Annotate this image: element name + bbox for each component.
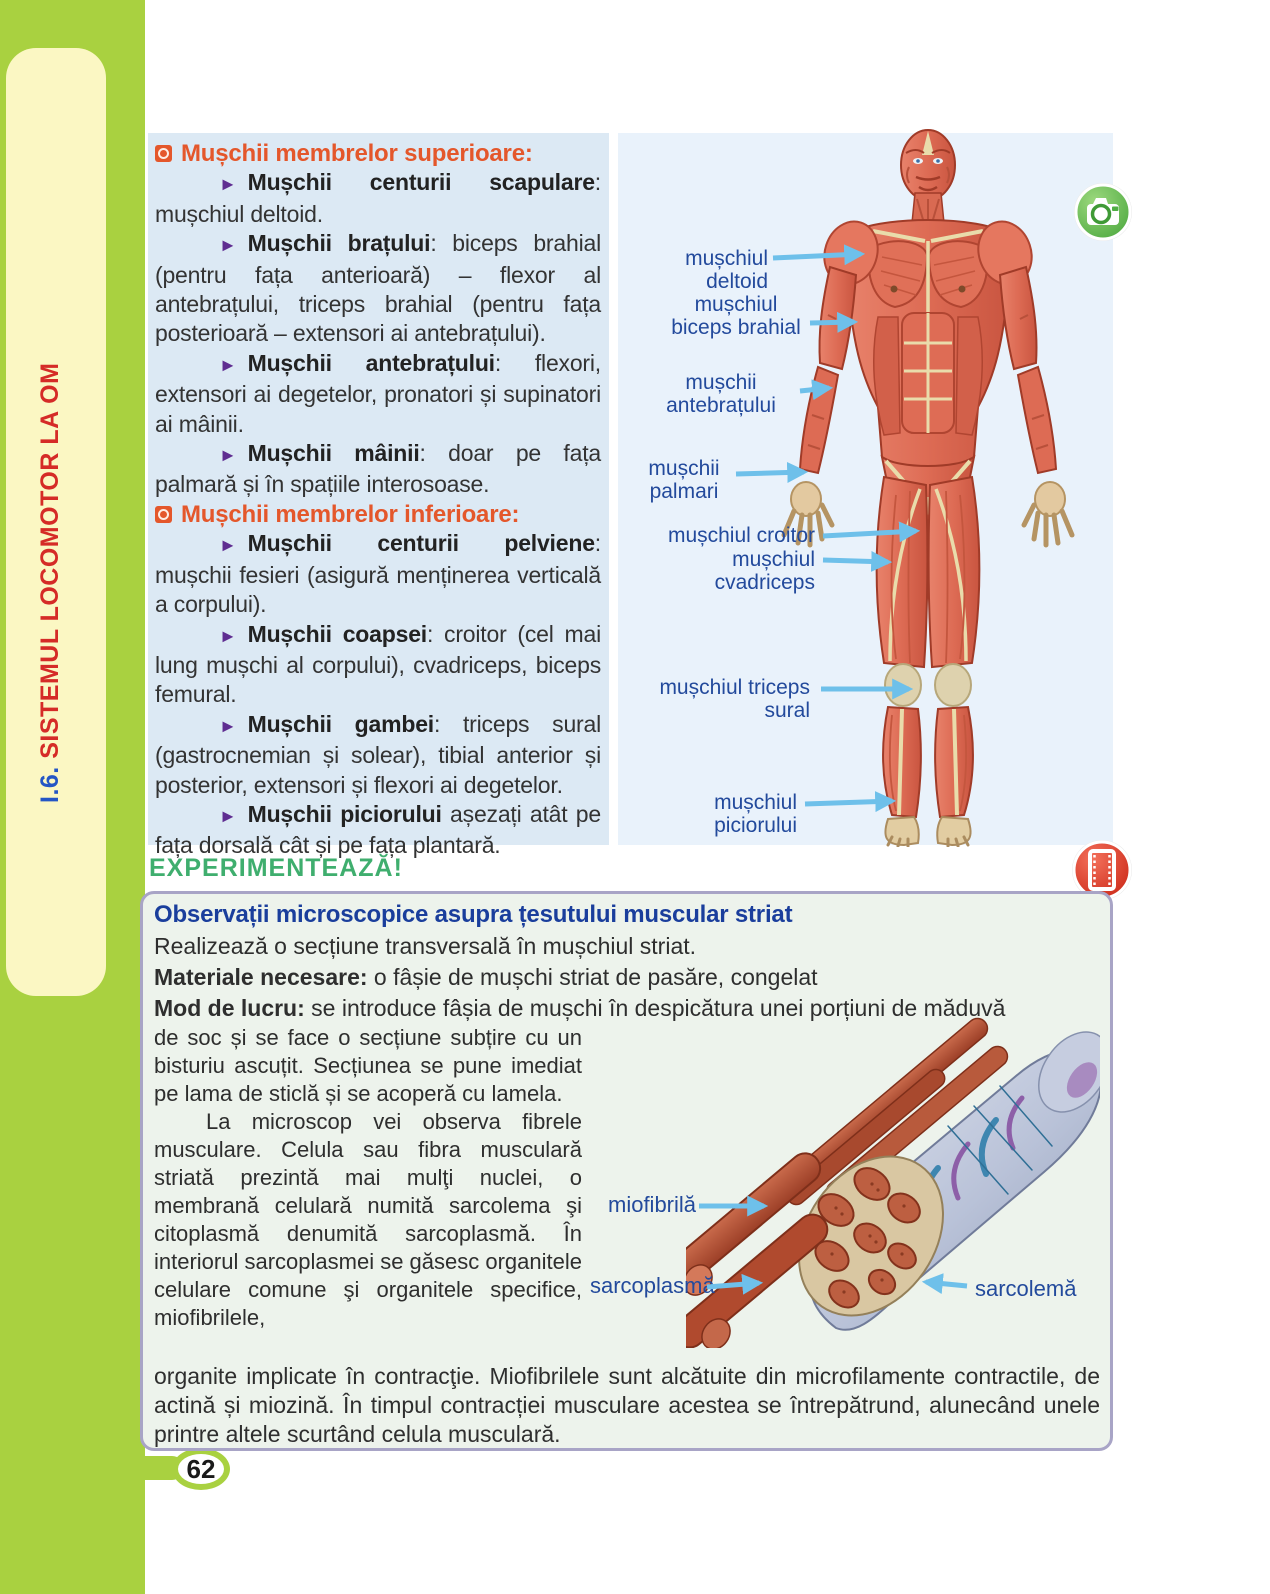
triangle-bullet-icon: ► xyxy=(219,354,237,375)
muscle-desc: : doar pe fața palmară și în spațiile interosoase. xyxy=(155,440,601,498)
label-line: palmari xyxy=(649,480,719,503)
label-sarcolema: sarcolemă xyxy=(975,1276,1077,1301)
muscle-desc: : flexori, extensori ai degetelor, pronatori și supinatori ai mâinii. xyxy=(155,349,601,437)
microscope-observations: La microscop vei observa fibrele musculare. Celula sau fibra musculară striată prezintă mai mulţi nuclei, o membrană celulară numită sarcolema şi citoplasmă denumită sarcoplasmă. În interiorul sarcoplasmei se găsesc organitele celulare comune şi organitele specifice, miofibrilele, xyxy=(154,1109,582,1330)
triangle-bullet-icon: ► xyxy=(219,235,237,256)
muscle-item-picior xyxy=(155,800,601,861)
muscle-item-antebrat xyxy=(155,349,601,439)
figure-arrow-lines xyxy=(618,133,1113,845)
muscle-desc: : mușchii fesieri (asigură menținerea verticală a corpului). xyxy=(155,530,601,618)
label-piciorului: mușchiul piciorului xyxy=(714,791,797,837)
muscle-name: Mușchii centurii pelviene xyxy=(247,530,595,557)
upper-limbs-heading xyxy=(155,139,601,168)
label-deltoid: mușchiul deltoid xyxy=(685,247,768,293)
method-continued: de soc și se face o secțiune subțire cu un bisturiu ascuțit. Secțiunea se pune imediat pe lama de sticlă și se acoperă cu lamela. xyxy=(154,1025,582,1106)
heading-text: Mușchii membrelor superioare: xyxy=(181,140,533,167)
fiber-arrow-lines xyxy=(154,1024,1100,1360)
experiment-heading: EXPERIMENTEAZĂ! xyxy=(149,854,403,882)
muscle-name: Mușchii centurii scapulare xyxy=(247,169,595,196)
muscle-item-brat xyxy=(155,229,601,349)
label-cvadriceps: mușchiul cvadriceps xyxy=(714,548,815,594)
muscle-desc: : mușchiul deltoid. xyxy=(155,169,601,227)
materials-label: Materiale necesare: xyxy=(154,964,368,990)
muscle-desc: : croitor (cel mai lung mușchi al corpului), cvadriceps, biceps femural. xyxy=(155,620,602,708)
chapter-vertical-title xyxy=(36,343,88,803)
method-text: se introduce fâșia de mușchi în despicătura unei porțiuni de măduvă xyxy=(304,995,1006,1021)
muscle-name: Mușchii brațului xyxy=(247,230,431,257)
muscle-desc: așezați atât pe fața dorsală cât și pe fața plantară. xyxy=(155,800,601,859)
muscle-item-scapulare xyxy=(155,168,601,229)
lower-limbs-heading xyxy=(155,500,601,529)
anatomy-figure-panel xyxy=(618,133,1113,845)
muscle-desc: : biceps brahial (pentru fața anterioară) – flexor al antebrațului, triceps brahial (pentru fața posterioară – extensori ai antebrațului). xyxy=(155,230,601,347)
label-sarcoplasma: sarcoplasmă xyxy=(590,1273,715,1298)
muscle-name: Mușchii antebrațului xyxy=(247,349,495,376)
chapter-number: I.6. xyxy=(36,766,64,803)
muscle-desc: : triceps sural (gastrocnemian și solear), tibial anterior și posterior, extensori și flexori ai degetelor. xyxy=(155,710,601,798)
chapter-title: SISTEMUL LOCOMOTOR LA OM xyxy=(36,362,64,759)
triangle-bullet-icon: ► xyxy=(219,625,237,646)
experiment-closing-paragraph: organite implicate în contracţie. Miofibrilele sunt alcătuite din microfilamente contractile, de actină și miozină. În timpul contracției musculare acestea se întrepătrund, alunecând unele printre altele scurtând celula musculară. xyxy=(154,1363,1100,1447)
muscle-name: Mușchii mâinii xyxy=(247,440,420,467)
muscle-name: Mușchii coapsei xyxy=(247,620,427,647)
triangle-bullet-icon: ► xyxy=(219,535,237,556)
camera-icon[interactable] xyxy=(1072,181,1134,243)
triangle-bullet-icon: ► xyxy=(219,715,237,736)
page-number: 62 xyxy=(186,1453,216,1484)
experiment-materials xyxy=(154,962,1100,993)
muscles-text-panel xyxy=(148,133,609,859)
muscle-item-pelviene xyxy=(155,529,601,619)
triangle-bullet-icon: ► xyxy=(219,805,237,826)
heading-text: Mușchii membrelor inferioare: xyxy=(181,500,520,528)
experiment-title: Observații microscopice asupra țesutului muscular striat xyxy=(154,901,793,928)
label-croitor: mușchiul croitor xyxy=(667,524,815,547)
muscle-item-gamba xyxy=(155,710,601,800)
page-number-badge xyxy=(172,1448,230,1490)
label-miofibrila: miofibrilă xyxy=(608,1192,697,1217)
triangle-bullet-icon: ► xyxy=(219,174,237,195)
label-line: mușchii xyxy=(685,371,757,394)
experiment-columns xyxy=(154,1024,1100,1360)
square-bullet-icon xyxy=(155,506,172,523)
muscle-name: Mușchii piciorului xyxy=(247,800,442,827)
chapter-tab xyxy=(6,48,106,996)
method-label: Mod de lucru: xyxy=(154,995,305,1021)
sidebar-green-band xyxy=(0,0,145,1594)
square-bullet-icon xyxy=(155,145,172,162)
muscle-item-maini xyxy=(155,439,601,500)
materials-text: o fâșie de mușchi striat de pasăre, congelat xyxy=(367,964,818,990)
muscle-name: Mușchii gambei xyxy=(247,710,434,737)
triangle-bullet-icon: ► xyxy=(219,445,237,466)
muscle-item-coapsa xyxy=(155,620,601,710)
label-line: biceps brahial xyxy=(671,316,801,339)
label-triceps-sural: mușchiul triceps sural xyxy=(659,676,810,722)
label-line: mușchiul xyxy=(694,293,778,316)
experiment-step: Realizează o secțiune transversală în mușchiul striat. xyxy=(154,933,697,959)
label-line: antebrațului xyxy=(666,394,776,417)
experiment-box xyxy=(140,891,1113,1451)
label-line: mușchii xyxy=(648,457,720,480)
